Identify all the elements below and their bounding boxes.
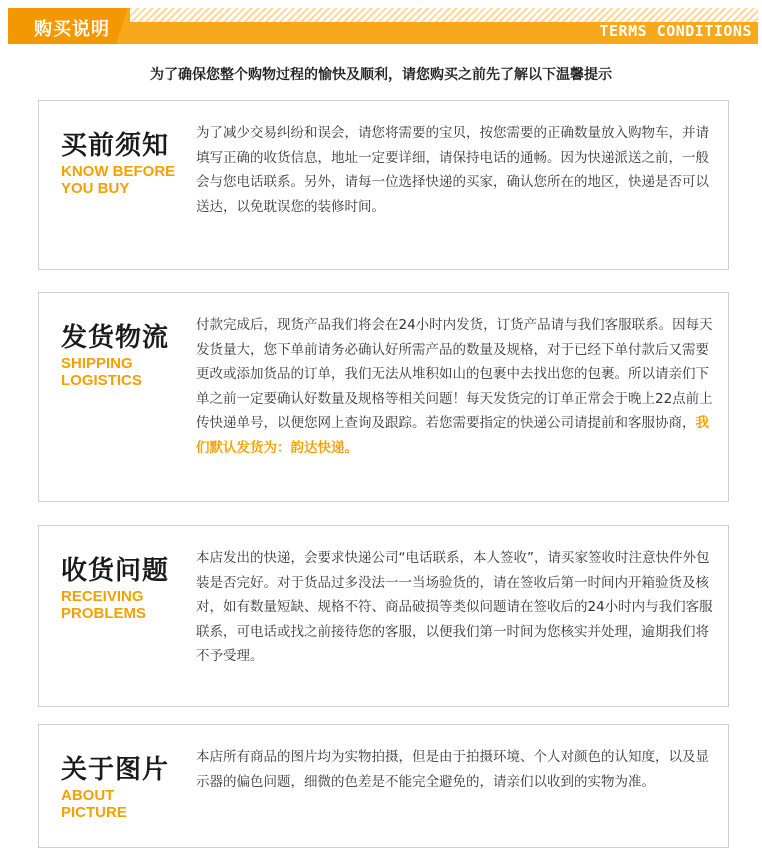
section-en-title — [61, 588, 191, 622]
section-know-before-you-buy — [38, 100, 729, 270]
banner-subtitle: TERMS CONDITIONS — [599, 22, 752, 40]
section-en-line: PROBLEMS — [61, 605, 147, 622]
section-en-title — [61, 787, 191, 821]
section-en-line: YOU BUY — [61, 180, 130, 197]
section-en-line: LOGISTICS — [61, 372, 142, 389]
section-body — [196, 313, 716, 460]
section-en-title — [61, 355, 191, 389]
banner-title: 购买说明 — [34, 19, 110, 40]
header-banner — [8, 8, 758, 44]
section-en-line: SHIPPING — [61, 355, 133, 372]
intro-text: 为了确保您整个购物过程的愉快及顺利，请您购买之前先了解以下温馨提示 — [150, 67, 612, 83]
section-en-line: KNOW BEFORE — [61, 163, 176, 180]
banner-stripes — [130, 8, 758, 22]
section-title: 发货物流 — [61, 323, 170, 353]
section-title: 收货问题 — [61, 556, 170, 586]
section-about-picture — [38, 724, 729, 848]
section-body: 本店所有商品的图片均为实物拍摄，但是由于拍摄环境、个人对颜色的认知度，以及显示器的偏色问题，细微的色差是不能完全避免的，请亲们以收到的实物为准。 — [196, 749, 709, 790]
section-body: 为了减少交易纠纷和误会，请您将需要的宝贝，按您需要的正确数量放入购物车，并请填写正确的收货信息，地址一定要详细，请保持电话的通畅。因为快递派送之前，一般会与您电话联系。另外，请每一位选择快递的买家，确认您所在的地区，快递是否可以送达，以免耽误您的装修时间。 — [196, 125, 709, 215]
section-title: 买前须知 — [61, 131, 170, 161]
section-en-line: RECEIVING — [61, 588, 144, 605]
section-body-text: 付款完成后，现货产品我们将会在24小时内发货，订货产品请与我们客服联系。因每天发货量大，您下单前请务必确认好所需产品的数量及规格，对于已经下单付款后又需要更改或添加货品的订单，我们无法从堆积如山的包裹中去找出您的包裹。所以请亲们下单之前一定要确认好数量及规格等相关问题！每天发货完的订单正常会于晚上22点前上传快递单号，以便您网上查询及跟踪。若您需要指定的快递公司请提前和客服协商， — [196, 317, 713, 431]
section-body: 本店发出的快递，会要求快递公司“电话联系，本人签收”，请买家签收时注意快件外包装是否完好。对于货品过多没法一一当场验货的，请在签收后第一时间内开箱验货及核对，如有数量短缺、规格不符、商品破损等类似问题请在签收后的24小时内与我们客服联系，可电话或找之前接待您的客服，以便我们第一时间为您核实并处理，逾期我们将不予受理。 — [196, 550, 713, 664]
section-en-line: ABOUT — [61, 787, 115, 804]
section-title: 关于图片 — [61, 755, 170, 785]
section-receiving-problems — [38, 525, 729, 707]
section-en-title — [61, 163, 191, 197]
default-courier-highlight: 我们默认发货为：韵达快递。 — [196, 415, 709, 456]
section-en-line: PICTURE — [61, 804, 127, 821]
section-shipping-logistics — [38, 292, 729, 502]
